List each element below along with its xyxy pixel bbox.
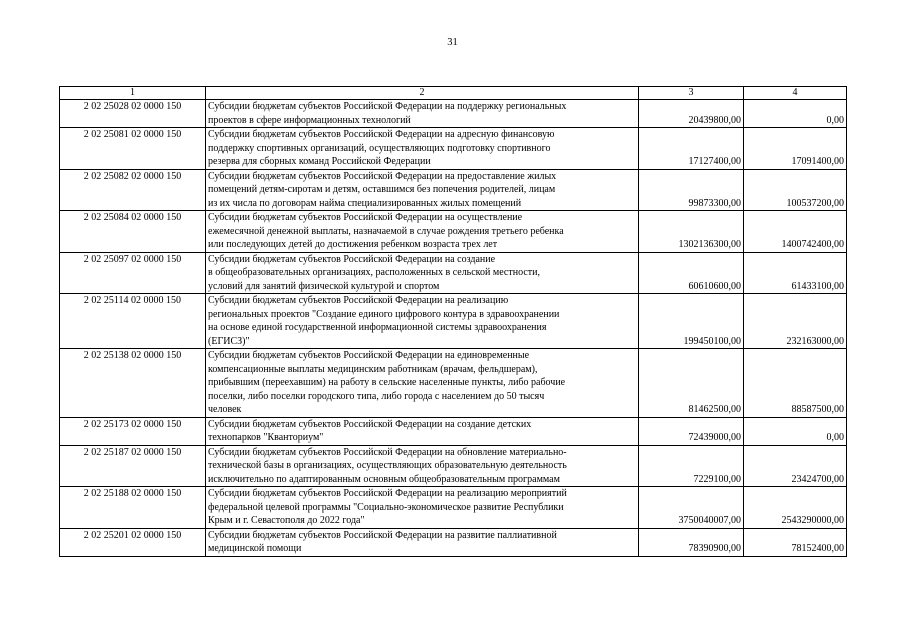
description-line: федеральной целевой программы "Социально-экономическое развитие Республики xyxy=(208,501,564,513)
description-line: Субсидии бюджетам субъектов Российской Федерации на создание xyxy=(208,253,496,265)
table-row xyxy=(60,294,847,349)
amount-column-3: 60610600,00 xyxy=(639,252,744,294)
budget-code: 2 02 25084 02 0000 150 xyxy=(60,211,206,253)
column-number-row xyxy=(60,87,847,100)
budget-code: 2 02 25188 02 0000 150 xyxy=(60,487,206,529)
table-row xyxy=(60,100,847,128)
description-line: проектов в сфере информационных технологий xyxy=(208,114,411,126)
subsidy-description xyxy=(206,417,639,445)
amount-column-3: 1302136300,00 xyxy=(639,211,744,253)
description-line: (ЕГИСЗ)" xyxy=(208,335,250,347)
table-row xyxy=(60,487,847,529)
description-line: технопарков "Кванториум" xyxy=(208,432,324,443)
amount-column-4: 23424700,00 xyxy=(744,445,847,487)
amount-column-3: 20439800,00 xyxy=(639,100,744,128)
table-row xyxy=(60,349,847,418)
table-row xyxy=(60,169,847,211)
description-line: Субсидии бюджетам субъектов Российской Федерации на развитие паллиативной xyxy=(208,529,557,541)
budget-code: 2 02 25201 02 0000 150 xyxy=(60,528,206,556)
amount-column-3: 7229100,00 xyxy=(639,445,744,487)
budget-code: 2 02 25028 02 0000 150 xyxy=(60,100,206,128)
description-line: Субсидии бюджетам субъектов Российской Федерации на адресную финансовую xyxy=(208,129,555,140)
description-line: условий для занятий физической культурой и спортом xyxy=(208,280,440,292)
amount-column-4: 0,00 xyxy=(744,417,847,445)
amount-column-4: 17091400,00 xyxy=(744,128,847,170)
description-line: поддержку спортивных организаций, осуществляющих подготовку спортивного xyxy=(208,142,551,154)
description-line: ежемесячной денежной выплаты, назначаемой в случае рождения третьего ребенка xyxy=(208,225,564,237)
subsidy-description xyxy=(206,252,639,294)
amount-column-3: 99873300,00 xyxy=(639,169,744,211)
table-row xyxy=(60,528,847,556)
amount-column-4: 0,00 xyxy=(744,100,847,128)
page-number: 31 xyxy=(447,37,458,48)
table-row xyxy=(60,417,847,445)
subsidy-description xyxy=(206,100,639,128)
description-line: из их числа по договорам найма специализированных жилых помещений xyxy=(208,197,522,209)
table-row xyxy=(60,252,847,294)
amount-column-4: 88587500,00 xyxy=(744,349,847,418)
subsidy-description xyxy=(206,294,639,349)
budget-code: 2 02 25173 02 0000 150 xyxy=(60,417,206,445)
budget-code: 2 02 25081 02 0000 150 xyxy=(60,128,206,170)
amount-column-3: 3750040007,00 xyxy=(639,487,744,529)
description-line: Субсидии бюджетам субъектов Российской Федерации на реализацию мероприятий xyxy=(208,488,567,499)
amount-column-4: 78152400,00 xyxy=(744,528,847,556)
budget-table xyxy=(59,86,847,557)
description-line: медицинской помощи xyxy=(208,543,302,554)
amount-column-4: 232163000,00 xyxy=(744,294,847,349)
amount-column-4: 2543290000,00 xyxy=(744,487,847,529)
description-line: Субсидии бюджетам субъектов Российской Федерации на единовременные xyxy=(208,350,530,361)
subsidy-description xyxy=(206,169,639,211)
amount-column-4: 100537200,00 xyxy=(744,169,847,211)
description-line: человек xyxy=(208,404,242,415)
budget-code: 2 02 25114 02 0000 150 xyxy=(60,294,206,349)
description-line: помещений детям-сиротам и детям, оставшимся без попечения родителей, лицам xyxy=(208,184,556,195)
description-line: компенсационные выплаты медицинским работникам (врачам, фельдшерам), xyxy=(208,363,538,375)
description-line: Крым и г. Севастополя до 2022 года" xyxy=(208,515,365,526)
amount-column-4: 1400742400,00 xyxy=(744,211,847,253)
amount-column-3: 81462500,00 xyxy=(639,349,744,418)
description-line: региональных проектов "Создание единого цифрового контура в здравоохранении xyxy=(208,308,560,320)
description-line: Субсидии бюджетам субъектов Российской Федерации на реализацию xyxy=(208,295,509,306)
description-line: Субсидии бюджетам субъектов Российской Федерации на предоставление жилых xyxy=(208,170,557,182)
column-header-2: 2 xyxy=(206,87,639,100)
subsidy-description xyxy=(206,349,639,418)
column-header-3: 3 xyxy=(639,87,744,100)
subsidy-description xyxy=(206,487,639,529)
budget-code: 2 02 25097 02 0000 150 xyxy=(60,252,206,294)
subsidy-description xyxy=(206,445,639,487)
description-line: исключительно по адаптированным основным общеобразовательным программам xyxy=(208,473,560,485)
description-line: технической базы в организациях, осуществляющих образовательную деятельность xyxy=(208,460,567,471)
description-line: Субсидии бюджетам субъектов Российской Федерации на осуществление xyxy=(208,212,523,223)
column-header-4: 4 xyxy=(744,87,847,100)
amount-column-3: 199450100,00 xyxy=(639,294,744,349)
amount-column-3: 72439000,00 xyxy=(639,417,744,445)
table-row xyxy=(60,128,847,170)
description-line: поселки, либо поселки городского типа, либо города с населением до 50 тысяч xyxy=(208,390,545,402)
budget-code: 2 02 25187 02 0000 150 xyxy=(60,445,206,487)
amount-column-4: 61433100,00 xyxy=(744,252,847,294)
description-line: или последующих детей до достижения ребенком возраста трех лет xyxy=(208,239,498,250)
description-line: прибывшим (переехавшим) на работу в сельские населенные пункты, либо рабочие xyxy=(208,377,566,388)
budget-code: 2 02 25138 02 0000 150 xyxy=(60,349,206,418)
amount-column-3: 17127400,00 xyxy=(639,128,744,170)
subsidy-description xyxy=(206,128,639,170)
amount-column-3: 78390900,00 xyxy=(639,528,744,556)
budget-table-body xyxy=(60,87,847,557)
budget-code: 2 02 25082 02 0000 150 xyxy=(60,169,206,211)
subsidy-description xyxy=(206,211,639,253)
description-line: на основе единой государственной информационной системы здравоохранения xyxy=(208,322,547,333)
table-row xyxy=(60,445,847,487)
description-line: Субсидии бюджетам субъектов Российской Федерации на обновление материально- xyxy=(208,446,567,458)
subsidy-description xyxy=(206,528,639,556)
description-line: Субсидии бюджетам субъектов Российской Федерации на создание детских xyxy=(208,418,532,430)
description-line: в общеобразовательных организациях, расположенных в сельской местности, xyxy=(208,267,540,278)
description-line: Субсидии бюджетам субъектов Российской Федерации на поддержку региональных xyxy=(208,101,567,112)
column-header-1: 1 xyxy=(60,87,206,100)
table-row xyxy=(60,211,847,253)
description-line: резерва для сборных команд Российской Федерации xyxy=(208,156,431,167)
